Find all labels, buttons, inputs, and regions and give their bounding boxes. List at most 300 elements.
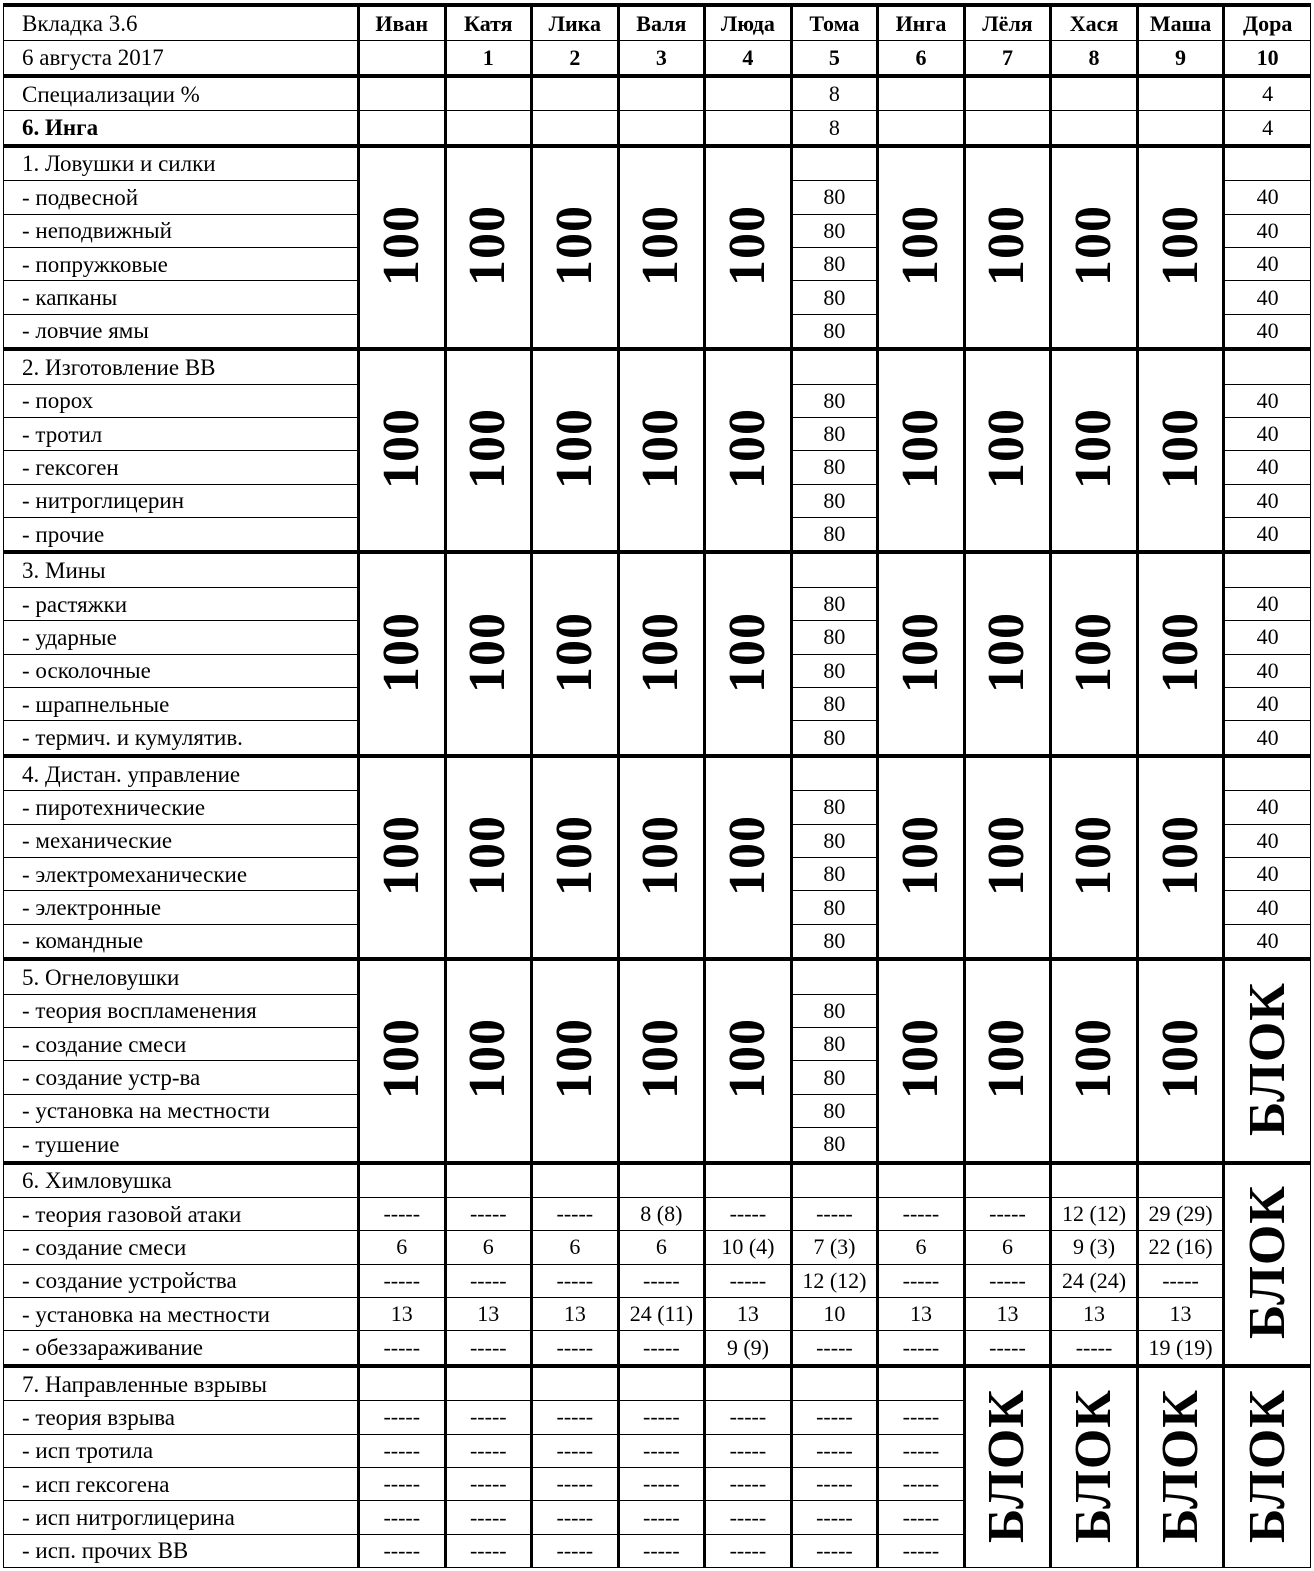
full-score-cell [1137, 959, 1224, 1162]
score-value: ----- [359, 1331, 446, 1366]
score-value: ----- [618, 1501, 705, 1534]
full-score-cell [705, 349, 792, 552]
section-title: 1. Ловушки и силки [4, 146, 359, 181]
full-score-cell [1137, 349, 1224, 552]
score-value: 6 [964, 1231, 1051, 1264]
score-value: 40 [1224, 654, 1311, 687]
score-value: 6 [445, 1231, 532, 1264]
score-value: 40 [1224, 484, 1311, 517]
score-value: 100 [891, 1018, 949, 1100]
block-label: БЛОК [1151, 1388, 1209, 1543]
section-item: - создание смеси [4, 1231, 359, 1264]
block-label: БЛОК [1238, 1388, 1296, 1543]
column-name: Тома [791, 5, 878, 41]
summary-value: 8 [791, 111, 878, 146]
summary-value [964, 76, 1051, 111]
score-value: 100 [1151, 1018, 1209, 1100]
full-score-cell [532, 349, 619, 552]
section-item: - электронные [4, 891, 359, 924]
score-value: 80 [791, 451, 878, 484]
summary-value [359, 76, 446, 111]
score-value: ----- [445, 1468, 532, 1501]
section-item: - термич. и кумулятив. [4, 721, 359, 756]
score-value: 80 [791, 994, 878, 1027]
column-number: 9 [1137, 41, 1224, 77]
column-name: Хася [1051, 5, 1138, 41]
score-value: 80 [791, 654, 878, 687]
score-value: 100 [372, 204, 430, 286]
full-score-cell [618, 959, 705, 1162]
score-value: ----- [618, 1468, 705, 1501]
blocked-cell [1224, 1366, 1311, 1568]
score-value: 40 [1224, 247, 1311, 280]
score-value: ----- [705, 1197, 792, 1230]
full-score-cell [445, 756, 532, 959]
section-item: - электромеханические [4, 857, 359, 890]
empty-cell [791, 1163, 878, 1198]
full-score-cell [878, 349, 965, 552]
score-value: ----- [878, 1468, 965, 1501]
summary-row [4, 111, 1311, 146]
score-value: 100 [1151, 611, 1209, 693]
column-name: Лёля [964, 5, 1051, 41]
section-item: - установка на местности [4, 1298, 359, 1331]
full-score-cell [532, 959, 619, 1162]
full-score-cell [1137, 756, 1224, 959]
score-value: ----- [1137, 1264, 1224, 1297]
score-value: 100 [459, 408, 517, 490]
score-value: 100 [632, 1018, 690, 1100]
score-value: 40 [1224, 857, 1311, 890]
score-value: 13 [532, 1298, 619, 1331]
score-value: ----- [445, 1331, 532, 1366]
summary-value [618, 76, 705, 111]
section-item: - исп. прочих ВВ [4, 1534, 359, 1567]
score-value: 12 (12) [791, 1264, 878, 1297]
score-value: 100 [718, 1018, 776, 1100]
score-value: ----- [618, 1331, 705, 1366]
full-score-cell [359, 552, 446, 755]
score-value: ----- [445, 1197, 532, 1230]
section-item: - теория воспламенения [4, 994, 359, 1027]
score-value: 22 (16) [1137, 1231, 1224, 1264]
summary-row [4, 76, 1311, 111]
full-score-cell [445, 349, 532, 552]
empty-cell [1224, 552, 1311, 587]
block-label: БЛОК [1238, 981, 1296, 1136]
empty-cell [618, 1163, 705, 1198]
full-score-cell [1051, 146, 1138, 349]
section-item: - прочие [4, 518, 359, 553]
score-value: 80 [791, 214, 878, 247]
score-value: 6 [532, 1231, 619, 1264]
full-score-cell [705, 146, 792, 349]
summary-label: 6. Инга [4, 111, 359, 146]
score-value: 80 [791, 314, 878, 349]
blocked-cell [1224, 959, 1311, 1162]
section-item: - создание смеси [4, 1027, 359, 1060]
score-value: 100 [632, 408, 690, 490]
score-value: 40 [1224, 384, 1311, 417]
score-value: 40 [1224, 281, 1311, 314]
score-value: 80 [791, 621, 878, 654]
score-value: 100 [372, 408, 430, 490]
score-value: 100 [1151, 204, 1209, 286]
score-value: 100 [545, 1018, 603, 1100]
empty-cell [705, 1366, 792, 1401]
score-value: 100 [545, 408, 603, 490]
score-value: 80 [791, 518, 878, 553]
score-value: ----- [791, 1401, 878, 1434]
column-name: Иван [359, 5, 446, 41]
score-value: ----- [705, 1401, 792, 1434]
score-value: ----- [705, 1501, 792, 1534]
score-value: 100 [632, 814, 690, 896]
full-score-cell [359, 959, 446, 1162]
blocked-cell [1224, 1163, 1311, 1366]
summary-value [878, 111, 965, 146]
score-value: ----- [445, 1534, 532, 1567]
section-item-row [4, 1298, 1311, 1331]
full-score-cell [1137, 146, 1224, 349]
score-value: 100 [978, 1018, 1036, 1100]
score-value: ----- [878, 1434, 965, 1467]
score-value: 100 [1065, 814, 1123, 896]
score-value: ----- [878, 1197, 965, 1230]
empty-cell [791, 959, 878, 994]
score-value: 13 [1051, 1298, 1138, 1331]
score-value: ----- [359, 1401, 446, 1434]
section-heading-row [4, 959, 1311, 994]
score-value: 100 [372, 814, 430, 896]
score-value: ----- [445, 1264, 532, 1297]
full-score-cell [964, 349, 1051, 552]
score-value: ----- [878, 1534, 965, 1567]
block-label: БЛОК [978, 1388, 1036, 1543]
score-value: ----- [791, 1534, 878, 1567]
score-value: ----- [532, 1264, 619, 1297]
blocked-cell [1137, 1366, 1224, 1568]
full-score-cell [445, 146, 532, 349]
empty-cell [791, 756, 878, 791]
header-row-numbers [4, 41, 1311, 77]
score-value: ----- [359, 1264, 446, 1297]
summary-value [445, 111, 532, 146]
score-value: 100 [632, 611, 690, 693]
score-value: ----- [878, 1264, 965, 1297]
empty-cell [359, 1366, 446, 1401]
blocked-cell [1051, 1366, 1138, 1568]
score-value: 24 (24) [1051, 1264, 1138, 1297]
score-value: 13 [1137, 1298, 1224, 1331]
score-value: ----- [791, 1501, 878, 1534]
summary-value [878, 76, 965, 111]
column-number: 4 [705, 41, 792, 77]
full-score-cell [359, 756, 446, 959]
full-score-cell [964, 756, 1051, 959]
column-number: 2 [532, 41, 619, 77]
score-value: 80 [791, 247, 878, 280]
section-item: - теория взрыва [4, 1401, 359, 1434]
section-title: 6. Химловушка [4, 1163, 359, 1198]
score-value: 40 [1224, 621, 1311, 654]
score-value: 13 [964, 1298, 1051, 1331]
section-title: 5. Огнеловушки [4, 959, 359, 994]
empty-cell [1224, 756, 1311, 791]
score-value: 80 [791, 1094, 878, 1127]
score-value: 100 [718, 204, 776, 286]
summary-value [532, 111, 619, 146]
empty-cell [1224, 146, 1311, 181]
full-score-cell [618, 349, 705, 552]
column-number: 8 [1051, 41, 1138, 77]
score-value: 80 [791, 857, 878, 890]
empty-cell [618, 1366, 705, 1401]
score-value: 100 [459, 814, 517, 896]
score-value: ----- [532, 1401, 619, 1434]
score-value: 80 [791, 384, 878, 417]
score-value: ----- [445, 1434, 532, 1467]
column-number: 7 [964, 41, 1051, 77]
section-item: - нитроглицерин [4, 484, 359, 517]
section-heading-row [4, 1366, 1311, 1401]
section-item: - капканы [4, 281, 359, 314]
score-value: 100 [891, 204, 949, 286]
summary-value [705, 111, 792, 146]
score-value: 40 [1224, 791, 1311, 824]
score-value: 13 [359, 1298, 446, 1331]
section-item: - растяжки [4, 587, 359, 620]
full-score-cell [532, 756, 619, 959]
score-value: ----- [705, 1534, 792, 1567]
score-value: 100 [1065, 611, 1123, 693]
score-value: 100 [459, 611, 517, 693]
full-score-cell [878, 756, 965, 959]
section-item: - тушение [4, 1128, 359, 1163]
section-item: - исп тротила [4, 1434, 359, 1467]
score-value: 40 [1224, 181, 1311, 214]
score-value: 100 [1065, 204, 1123, 286]
section-item: - осколочные [4, 654, 359, 687]
score-value: ----- [445, 1501, 532, 1534]
empty-cell [791, 552, 878, 587]
section-item: - обеззараживание [4, 1331, 359, 1366]
score-value: 29 (29) [1137, 1197, 1224, 1230]
score-value: ----- [359, 1501, 446, 1534]
section-item-row [4, 1197, 1311, 1230]
score-value: ----- [964, 1331, 1051, 1366]
score-value: 80 [791, 281, 878, 314]
block-label: БЛОК [1238, 1185, 1296, 1340]
score-value: ----- [791, 1434, 878, 1467]
full-score-cell [359, 349, 446, 552]
empty-cell [878, 1366, 965, 1401]
score-value: ----- [618, 1534, 705, 1567]
score-value: ----- [705, 1264, 792, 1297]
full-score-cell [1051, 756, 1138, 959]
summary-value: 4 [1224, 111, 1311, 146]
column-number: 1 [445, 41, 532, 77]
score-value: 100 [978, 611, 1036, 693]
section-title: 4. Дистан. управление [4, 756, 359, 791]
full-score-cell [1051, 552, 1138, 755]
section-item: - исп гексогена [4, 1468, 359, 1501]
score-value: 80 [791, 1061, 878, 1094]
empty-cell [964, 1163, 1051, 1198]
score-value: 100 [632, 204, 690, 286]
empty-cell [1051, 1163, 1138, 1198]
full-score-cell [618, 552, 705, 755]
score-value: 40 [1224, 891, 1311, 924]
column-number: 5 [791, 41, 878, 77]
score-value: 100 [545, 204, 603, 286]
score-value: 100 [1151, 408, 1209, 490]
summary-value [1137, 76, 1224, 111]
score-value: 40 [1224, 688, 1311, 721]
section-item: - исп нитроглицерина [4, 1501, 359, 1534]
score-value: 100 [978, 204, 1036, 286]
section-item: - механические [4, 824, 359, 857]
section-item: - неподвижный [4, 214, 359, 247]
score-value: ----- [532, 1197, 619, 1230]
score-value: 80 [791, 791, 878, 824]
score-value: 9 (9) [705, 1331, 792, 1366]
score-value: 19 (19) [1137, 1331, 1224, 1366]
empty-cell [1224, 349, 1311, 384]
summary-value [359, 111, 446, 146]
score-value: ----- [791, 1331, 878, 1366]
section-heading-row [4, 146, 1311, 181]
section-heading-row [4, 349, 1311, 384]
score-value: 80 [791, 824, 878, 857]
score-value: ----- [878, 1401, 965, 1434]
score-value: 100 [891, 408, 949, 490]
score-value: 80 [791, 721, 878, 756]
summary-value [705, 76, 792, 111]
column-number: 6 [878, 41, 965, 77]
section-item: - шрапнельные [4, 688, 359, 721]
empty-cell [791, 349, 878, 384]
full-score-cell [705, 959, 792, 1162]
score-value: ----- [532, 1434, 619, 1467]
score-value: ----- [359, 1534, 446, 1567]
score-value: 100 [545, 814, 603, 896]
score-value: 100 [372, 611, 430, 693]
score-value: 100 [891, 814, 949, 896]
score-value: ----- [618, 1401, 705, 1434]
score-value: 10 (4) [705, 1231, 792, 1264]
score-value: 100 [1065, 408, 1123, 490]
full-score-cell [618, 756, 705, 959]
score-value: 7 (3) [791, 1231, 878, 1264]
empty-cell [532, 1366, 619, 1401]
score-value: 80 [791, 181, 878, 214]
column-name: Валя [618, 5, 705, 41]
full-score-cell [1137, 552, 1224, 755]
score-value: 40 [1224, 518, 1311, 553]
full-score-cell [705, 552, 792, 755]
score-value: 100 [978, 814, 1036, 896]
score-value: 9 (3) [1051, 1231, 1138, 1264]
blocked-cell [964, 1366, 1051, 1568]
score-value: ----- [791, 1468, 878, 1501]
full-score-cell [359, 146, 446, 349]
score-value: 6 [359, 1231, 446, 1264]
full-score-cell [532, 552, 619, 755]
section-item: - создание устр-ва [4, 1061, 359, 1094]
column-name: Инга [878, 5, 965, 41]
full-score-cell [445, 552, 532, 755]
score-value: 100 [545, 611, 603, 693]
summary-value [445, 76, 532, 111]
section-item-row [4, 1231, 1311, 1264]
score-value: 100 [718, 814, 776, 896]
full-score-cell [964, 146, 1051, 349]
score-value: ----- [359, 1434, 446, 1467]
full-score-cell [1051, 959, 1138, 1162]
score-value: ----- [964, 1197, 1051, 1230]
score-value: ----- [878, 1501, 965, 1534]
empty-cell [791, 1366, 878, 1401]
full-score-cell [532, 146, 619, 349]
score-value: 8 (8) [618, 1197, 705, 1230]
section-item: - порох [4, 384, 359, 417]
section-item: - тротил [4, 417, 359, 450]
score-value: 40 [1224, 924, 1311, 959]
score-value: ----- [705, 1434, 792, 1467]
section-heading-row [4, 552, 1311, 587]
section-item: - создание устройства [4, 1264, 359, 1297]
summary-label: Специализации % [4, 76, 359, 111]
full-score-cell [964, 552, 1051, 755]
score-value: ----- [445, 1401, 532, 1434]
score-value: 100 [891, 611, 949, 693]
empty-cell [445, 1366, 532, 1401]
score-value: ----- [705, 1468, 792, 1501]
section-item: - командные [4, 924, 359, 959]
score-value: 80 [791, 484, 878, 517]
empty-cell [532, 1163, 619, 1198]
specialization-table [3, 3, 1311, 1568]
score-value: 80 [791, 891, 878, 924]
block-label: БЛОК [1065, 1388, 1123, 1543]
section-item: - ударные [4, 621, 359, 654]
score-value: 100 [718, 408, 776, 490]
section-heading-row [4, 756, 1311, 791]
column-name: Лика [532, 5, 619, 41]
full-score-cell [878, 552, 965, 755]
score-value: 13 [445, 1298, 532, 1331]
section-item: - пиротехнические [4, 791, 359, 824]
score-value: 6 [878, 1231, 965, 1264]
score-value: ----- [359, 1197, 446, 1230]
full-score-cell [878, 146, 965, 349]
score-value: ----- [878, 1331, 965, 1366]
score-value: 100 [1151, 814, 1209, 896]
sheet-date: 6 августа 2017 [4, 41, 359, 77]
score-value: 40 [1224, 721, 1311, 756]
full-score-cell [618, 146, 705, 349]
score-value: 100 [459, 1018, 517, 1100]
score-value: 40 [1224, 417, 1311, 450]
column-name: Маша [1137, 5, 1224, 41]
summary-value [618, 111, 705, 146]
score-value: 80 [791, 587, 878, 620]
score-value: 100 [459, 204, 517, 286]
score-value: 80 [791, 417, 878, 450]
summary-value [1051, 111, 1138, 146]
summary-value: 8 [791, 76, 878, 111]
